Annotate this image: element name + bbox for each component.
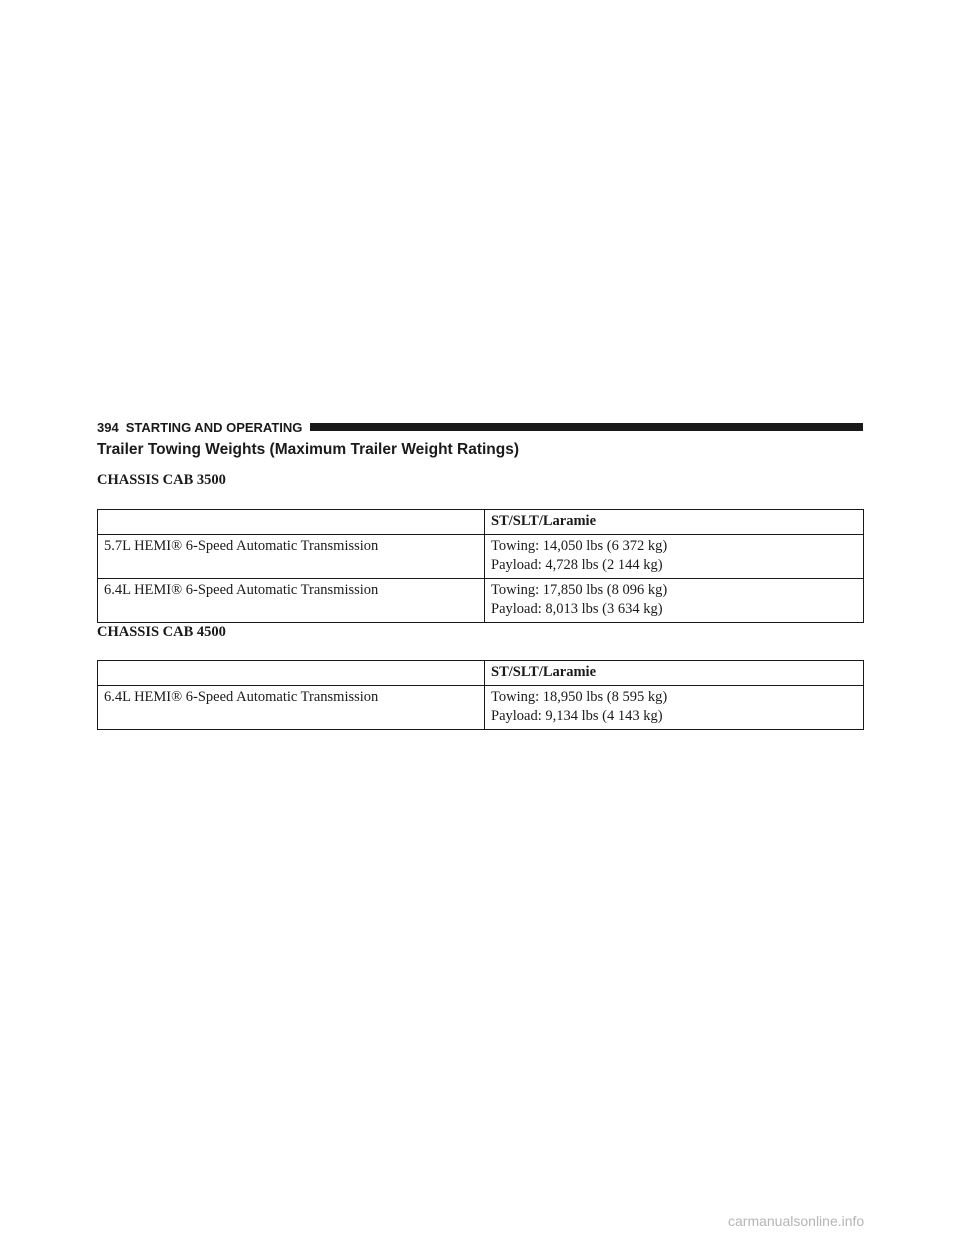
page-header xyxy=(97,418,863,436)
watermark-link[interactable]: carmanualsonline.info xyxy=(728,1213,865,1229)
engine-cell: 6.4L HEMI® 6-Speed Automatic Transmission xyxy=(98,686,485,730)
payload-value: Payload: 4,728 lbs (2 144 kg) xyxy=(491,557,663,573)
table-row xyxy=(98,535,864,579)
rating-cell xyxy=(485,579,864,623)
table-row xyxy=(98,579,864,623)
column-header: ST/SLT/Laramie xyxy=(485,661,864,686)
towing-value: Towing: 17,850 lbs (8 096 kg) xyxy=(491,582,668,598)
table-header-row xyxy=(98,510,864,535)
towing-table-3500 xyxy=(97,509,864,623)
empty-header-cell xyxy=(98,510,485,535)
empty-header-cell xyxy=(98,661,485,686)
table-header-row xyxy=(98,661,864,686)
engine-cell: 6.4L HEMI® 6-Speed Automatic Transmission xyxy=(98,579,485,623)
table-subhead-3500: CHASSIS CAB 3500 xyxy=(97,472,226,488)
towing-value: Towing: 14,050 lbs (6 372 kg) xyxy=(491,538,668,554)
payload-value: Payload: 8,013 lbs (3 634 kg) xyxy=(491,601,663,617)
rating-cell xyxy=(485,686,864,730)
table-row xyxy=(98,686,864,730)
page-number: 394 xyxy=(97,419,119,435)
payload-value: Payload: 9,134 lbs (4 143 kg) xyxy=(491,708,663,724)
towing-table-4500 xyxy=(97,660,864,730)
page-title: Trailer Towing Weights (Maximum Trailer Weight Ratings) xyxy=(97,441,520,458)
table-subhead-4500: CHASSIS CAB 4500 xyxy=(97,624,226,640)
header-rule xyxy=(310,423,863,431)
section-title: STARTING AND OPERATING xyxy=(125,419,303,435)
towing-value: Towing: 18,950 lbs (8 595 kg) xyxy=(491,689,668,705)
rating-cell xyxy=(485,535,864,579)
column-header: ST/SLT/Laramie xyxy=(485,510,864,535)
engine-cell: 5.7L HEMI® 6-Speed Automatic Transmission xyxy=(98,535,485,579)
